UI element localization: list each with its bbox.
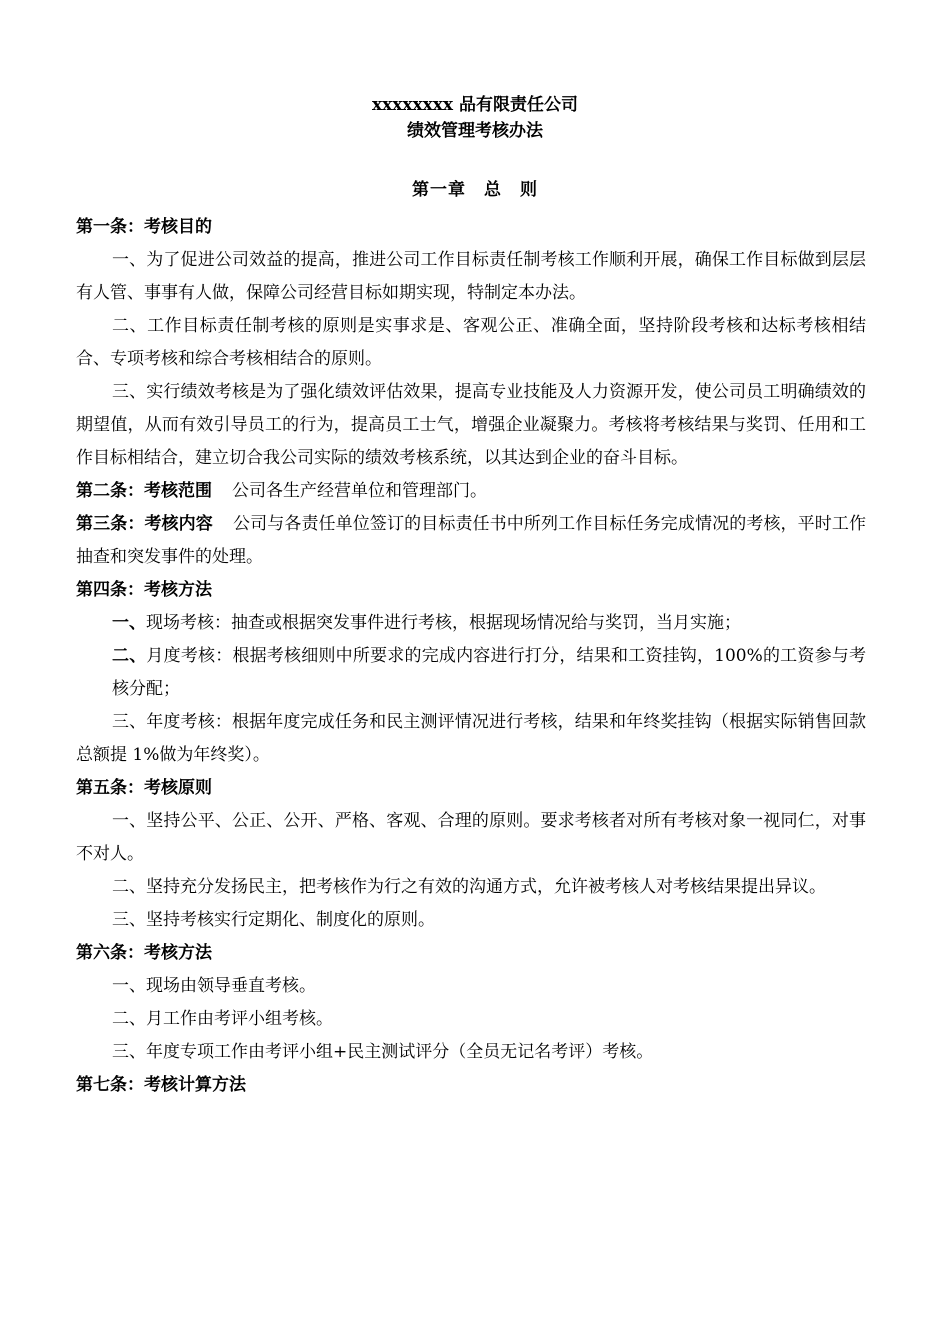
document-body xyxy=(76,211,866,1102)
article-1-para-1: 一、为了促进公司效益的提高，推进公司工作目标责任制考核工作顺利开展，确保工作目标做到层层有人管、事事有人做，保障公司经营目标如期实现，特制定本办法。 xyxy=(76,250,866,303)
article-6-heading: 第六条：考核方法 xyxy=(76,943,212,963)
company-name: xxxxxxxx 品有限责任公司 xyxy=(371,95,578,115)
document-title: 绩效管理考核办法 xyxy=(407,121,543,141)
article-3-text: 公司与各责任单位签订的目标责任书中所列工作目标任务完成情况的考核，平时工作抽查和突发事件的处理。 xyxy=(76,514,867,567)
article-3-heading: 第三条：考核内容 xyxy=(76,514,213,534)
article-1-heading: 第一条：考核目的 xyxy=(76,217,212,237)
article-2-text: 公司各生产经营单位和管理部门。 xyxy=(232,481,487,501)
article-4-para-2-number: 二、 xyxy=(112,646,147,666)
article-1-para-2: 二、工作目标责任制考核的原则是实事求是、客观公正、准确全面，坚持阶段考核和达标考核相结合、专项考核和综合考核相结合的原则。 xyxy=(76,316,866,369)
article-6-para-2: 二、月工作由考评小组考核。 xyxy=(112,1009,333,1029)
article-6-para-3: 三、年度专项工作由考评小组+民主测试评分（全员无记名考评）考核。 xyxy=(112,1042,654,1062)
article-6-para-1: 一、现场由领导垂直考核。 xyxy=(112,976,316,996)
article-5-para-2: 二、坚持充分发扬民主，把考核作为行之有效的沟通方式，允许被考核人对考核结果提出异议。 xyxy=(112,877,826,897)
article-4-para-1-text: 现场考核：抽查或根据突发事件进行考核，根据现场情况给与奖罚，当月实施； xyxy=(146,613,741,633)
article-3 xyxy=(76,508,866,574)
article-5-para-1: 一、坚持公平、公正、公开、严格、客观、合理的原则。要求考核者对所有考核对象一视同仁，对事不对人。 xyxy=(76,811,866,864)
article-2-heading: 第二条：考核范围 xyxy=(76,481,212,501)
article-4-para-2-text: 月度考核：根据考核细则中所要求的完成内容进行打分，结果和工资挂钩，100%的工资参与考核分配； xyxy=(112,646,867,699)
article-4-para-1-number: 一、 xyxy=(112,613,146,633)
article-4-para-3: 三、年度考核：根据年度完成任务和民主测评情况进行考核，结果和年终奖挂钩（根据实际销售回款总额提 1%做为年终奖）。 xyxy=(76,712,866,765)
chapter-heading: 第一章 总 则 xyxy=(412,180,538,200)
article-4-heading: 第四条：考核方法 xyxy=(76,580,212,600)
article-5-para-3: 三、坚持考核实行定期化、制度化的原则。 xyxy=(112,910,435,930)
article-5-heading: 第五条：考核原则 xyxy=(76,778,212,798)
article-4-para-1 xyxy=(76,607,866,640)
article-2 xyxy=(76,475,866,508)
article-7-heading: 第七条：考核计算方法 xyxy=(76,1075,246,1095)
article-1-para-3: 三、实行绩效考核是为了强化绩效评估效果，提高专业技能及人力资源开发，使公司员工明确绩效的期望值，从而有效引导员工的行为，提高员工士气，增强企业凝聚力。考核将考核结果与奖罚、任用和工作目标相结合，建立切合我公司实际的绩效考核系统，以其达到企业的奋斗目标。 xyxy=(76,382,866,468)
article-4-para-2 xyxy=(76,640,866,706)
